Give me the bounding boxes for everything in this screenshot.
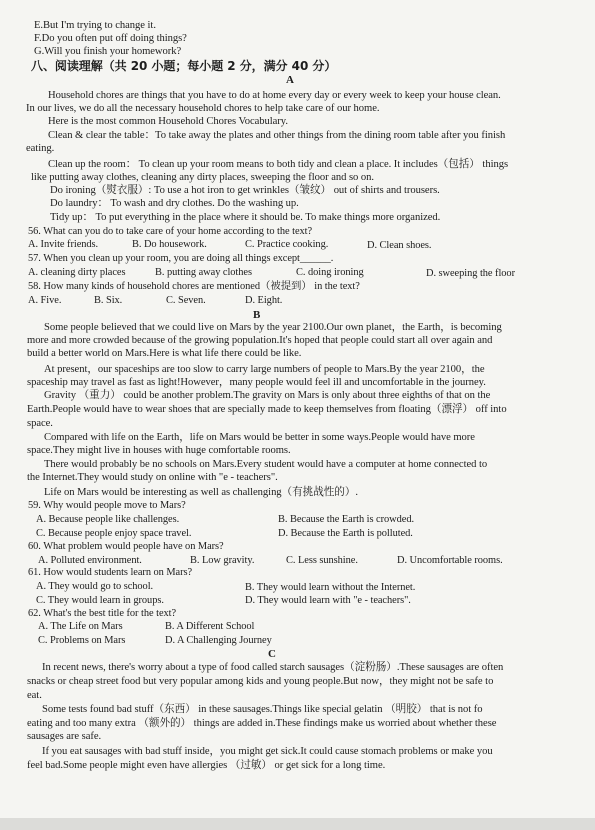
question-56-option-a: A. Invite friends. (28, 239, 99, 250)
question-58-option-c: C. Seven. (166, 295, 206, 306)
passage-a-line: In our lives, we do all the necessary household chores to help take care of our home. (26, 103, 380, 114)
passage-b-line: Some people believed that we could live on Mars by the year 2100.Our own planet，the Earth，is becoming (44, 322, 502, 333)
passage-b-label: B (253, 309, 261, 321)
passage-b-line: the Internet.They would study on online with "e - teachers". (27, 472, 278, 483)
passage-c-line: feel bad.Some people might even have allergies （过敏） or get sick for a long time. (27, 760, 386, 771)
passage-a-line: Clean up the room： To clean up your room means to both tidy and clean a place. It includes（包括） things (48, 159, 509, 170)
question-57-option-d: D. sweeping the floor (426, 268, 515, 279)
question-56-option-c: C. Practice cooking. (245, 239, 329, 250)
question-62-option-a: A. The Life on Mars (38, 621, 123, 632)
top-option-g: G.Will you finish your homework? (34, 46, 182, 57)
question-60-option-d: D. Uncomfortable rooms. (397, 555, 503, 566)
passage-b-line: At present，our spaceships are too slow to carry large numbers of people to Mars.By the year 2100，the (44, 364, 485, 375)
passage-b-line: Compared with life on the Earth，life on Mars would be better in some ways.People would have more (44, 432, 475, 443)
passage-b-line: more and more crowded because of the growing population.It's hoped that people could start all over again and (27, 335, 493, 346)
passage-c-line: eating and too many extra （额外的） things are added in.These findings make us worried about whether these (27, 718, 497, 729)
passage-a-line: like putting away clothes, cleaning any dirty places, sweeping the floor and so on. (31, 172, 374, 183)
passage-b-line: spaceship may travel as fast as light!However，many people would feel ill and uncomfortable in the journey. (27, 377, 486, 388)
question-59-option-d: D. Because the Earth is polluted. (278, 528, 413, 539)
passage-c-line: snacks or cheap street food but very popular among kids and young people.But now，they might not be safe to (27, 676, 494, 687)
question-58-option-b: B. Six. (94, 295, 123, 306)
question-59-option-a: A. Because people like challenges. (36, 514, 180, 525)
passage-a-line: Do ironing（熨衣服）: To use a hot iron to get wrinkles（皱纹） out of shirts and trousers. (50, 185, 440, 196)
passage-b-line: Gravity （重力） could be another problem.The gravity on Mars is only about three eighths of that on the (44, 390, 491, 401)
question-57-option-c: C. doing ironing (296, 267, 364, 278)
question-59-option-c: C. Because people enjoy space travel. (36, 528, 192, 539)
passage-c-line: Some tests found bad stuff（东西） in these sausages.Things like special gelatin （明胶） that is not fo (42, 704, 483, 715)
question-60-stem: 60. What problem would people have on Mars? (28, 541, 224, 552)
passage-b-line: Life on Mars would be interesting as well as challenging（有挑战性的）. (44, 487, 358, 498)
passage-a-label: A (286, 74, 294, 86)
passage-c-line: eat. (27, 690, 42, 701)
passage-b-line: space.They might live in houses with huge comfortable rooms. (27, 445, 291, 456)
question-60-option-b: B. Low gravity. (190, 555, 255, 566)
passage-c-line: sausages are safe. (27, 731, 102, 742)
passage-a-line: Here is the most common Household Chores Vocabulary. (48, 116, 288, 127)
passage-b-line: space. (27, 418, 53, 429)
passage-c-label: C (268, 648, 276, 660)
passage-b-line: build a better world on Mars.Here is what life there could be like. (27, 348, 302, 359)
question-59-stem: 59. Why would people move to Mars? (28, 500, 186, 511)
question-62-option-d: D. A Challenging Journey (165, 635, 272, 646)
question-61-stem: 61. How would students learn on Mars? (28, 567, 193, 578)
question-59-option-b: B. Because the Earth is crowded. (278, 514, 415, 525)
question-62-option-c: C. Problems on Mars (38, 635, 126, 646)
passage-b-line: Earth.People would have to wear shoes that are specially made to keep themselves from floating（漂浮） off into (27, 404, 507, 415)
passage-a-line: Clean & clear the table：To take away the plates and other things from the dining room table after you finish (48, 130, 506, 141)
question-60-option-c: C. Less sunshine. (286, 555, 358, 566)
passage-b-line: There would probably be no schools on Mars.Every student would have a computer at home connected to (44, 459, 488, 470)
question-58-option-a: A. Five. (28, 295, 62, 306)
question-62-stem: 62. What's the best title for the text? (28, 608, 177, 619)
question-57-option-a: A. cleaning dirty places (28, 267, 126, 278)
question-57-option-b: B. putting away clothes (155, 267, 252, 278)
question-61-option-d: D. They would learn with "e - teachers". (245, 595, 411, 606)
question-58-option-d: D. Eight. (245, 295, 283, 306)
question-61-option-c: C. They would learn in groups. (36, 595, 164, 606)
section-header: 八、阅读理解（共 20 小题；每小题 2 分，满分 40 分） (31, 59, 337, 73)
question-56-option-b: B. Do housework. (132, 239, 207, 250)
passage-c-line: If you eat sausages with bad stuff inside，you might get sick.It could cause stomach problems or make you (42, 746, 493, 757)
question-60-option-a: A. Polluted environment. (38, 555, 142, 566)
question-61-option-a: A. They would go to school. (36, 581, 154, 592)
passage-a-line: Household chores are things that you have to do at home every day or every week to keep your house clean. (48, 90, 501, 101)
question-61-option-b: B. They would learn without the Internet. (245, 582, 416, 593)
passage-c-line: In recent news, there's worry about a type of food called starch sausages（淀粉肠）.These sausages are often (42, 662, 504, 673)
passage-a-line: Do laundry： To wash and dry clothes. Do the washing up. (50, 198, 299, 209)
scan-bottom-edge (0, 818, 595, 830)
passage-a-line: Tidy up： To put everything in the place where it should be. To make things more organized. (50, 212, 441, 223)
question-56-option-d: D. Clean shoes. (367, 240, 432, 251)
top-option-e: E.But I'm trying to change it. (34, 20, 156, 31)
question-57-stem: 57. When you clean up your room, you are doing all things except______. (28, 253, 334, 264)
top-option-f: F.Do you often put off doing things? (34, 33, 187, 44)
passage-a-line: eating. (26, 143, 55, 154)
question-58-stem: 58. How many kinds of household chores are mentioned（被提到） in the text? (28, 281, 360, 292)
question-56-stem: 56. What can you do to take care of your home according to the text? (28, 226, 313, 237)
question-62-option-b: B. A Different School (165, 621, 255, 632)
